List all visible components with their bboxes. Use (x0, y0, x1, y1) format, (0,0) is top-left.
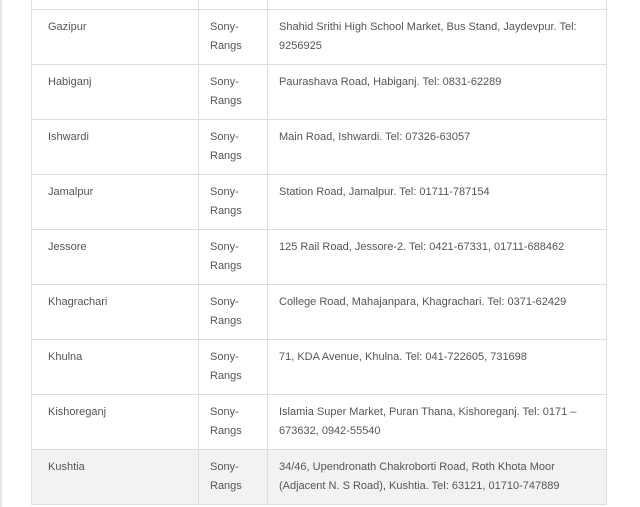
address-cell (268, 0, 607, 10)
brand-cell: Sony-Rangs (199, 120, 268, 175)
table-row (32, 175, 607, 230)
district-cell: Kishoreganj (32, 395, 199, 450)
district-cell: Jamalpur (32, 175, 199, 230)
dealer-table (31, 0, 607, 505)
brand-cell (199, 0, 268, 10)
district-cell: Ishwardi (32, 120, 199, 175)
district-cell: Khagrachari (32, 285, 199, 340)
district-cell: Khulna (32, 340, 199, 395)
district-cell (32, 0, 199, 10)
district-cell: Jessore (32, 230, 199, 285)
district-cell: Gazipur (32, 10, 199, 65)
table-row (32, 0, 607, 10)
table-row (32, 65, 607, 120)
address-cell: Main Road, Ishwardi. Tel: 07326-63057 (268, 120, 607, 175)
table-row (32, 10, 607, 65)
address-cell: College Road, Mahajanpara, Khagrachari. Tel: 0371-62429 (268, 285, 607, 340)
address-cell: 34/46, Upendronath Chakroborti Road, Roth Khota Moor (Adjacent N. S Road), Kushtia. Tel: 63121, 01710-747889 (268, 450, 607, 505)
table-row (32, 395, 607, 450)
address-cell: Station Road, Jamalpur. Tel: 01711-787154 (268, 175, 607, 230)
table-row (32, 340, 607, 395)
brand-cell: Sony-Rangs (199, 10, 268, 65)
district-cell: Habiganj (32, 65, 199, 120)
district-cell: Kushtia (32, 450, 199, 505)
brand-cell: Sony-Rangs (199, 450, 268, 505)
address-cell: Shahid Srithi High School Market, Bus Stand, Jaydevpur. Tel: 9256925 (268, 10, 607, 65)
address-cell: 125 Rail Road, Jessore-2. Tel: 0421-67331, 01711-688462 (268, 230, 607, 285)
brand-cell: Sony-Rangs (199, 285, 268, 340)
address-cell: Islamia Super Market, Puran Thana, Kishoreganj. Tel: 0171 – 673632, 0942-55540 (268, 395, 607, 450)
brand-cell: Sony-Rangs (199, 175, 268, 230)
page-left-border (0, 0, 2, 507)
table-row (32, 450, 607, 505)
table-row (32, 120, 607, 175)
brand-cell: Sony-Rangs (199, 230, 268, 285)
address-cell: Paurashava Road, Habiganj. Tel: 0831-62289 (268, 65, 607, 120)
table-row (32, 285, 607, 340)
address-cell: 71, KDA Avenue, Khulna. Tel: 041-722605, 731698 (268, 340, 607, 395)
brand-cell: Sony-Rangs (199, 340, 268, 395)
table-row (32, 230, 607, 285)
brand-cell: Sony-Rangs (199, 395, 268, 450)
brand-cell: Sony-Rangs (199, 65, 268, 120)
